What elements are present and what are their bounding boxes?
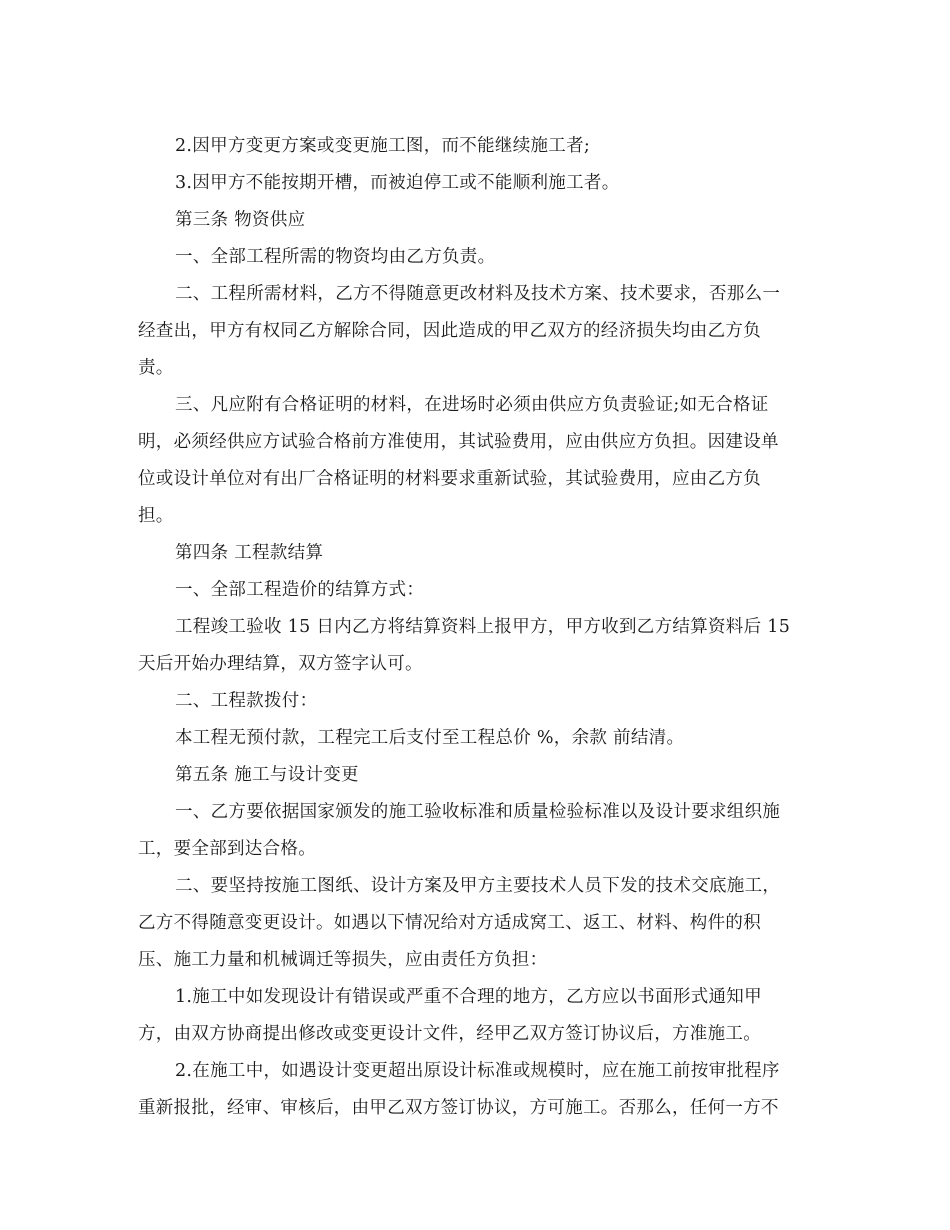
text-line: 三、凡应附有合格证明的材料，在进场时必须由供应方负责验证;如无合格证 xyxy=(175,395,769,415)
text-line: 压、施工力量和机械调迁等损失，应由责任方负担： xyxy=(138,950,548,970)
text-line: 经查出，甲方有权同乙方解除合同，因此造成的甲乙双方的经济损失均由乙方负 xyxy=(138,321,761,341)
text-line: 本工程无预付款，工程完工后支付至工程总价 %，余款 前结清。 xyxy=(175,728,685,748)
text-line: 2.在施工中，如遇设计变更超出原设计标准或规模时，应在施工前按审批程序 xyxy=(175,1061,780,1081)
text-line: 位或设计单位对有出厂合格证明的材料要求重新试验，其试验费用，应由乙方负 xyxy=(138,469,761,489)
text-line: 担。 xyxy=(138,506,174,526)
text-line: 工，要全部到达合格。 xyxy=(138,839,316,859)
text-line: 天后开始办理结算，双方签字认可。 xyxy=(138,654,423,674)
text-line: 一、全部工程造价的结算方式： xyxy=(175,580,425,600)
text-line: 二、工程款拨付： xyxy=(175,691,318,711)
text-line: 方，由双方协商提出修改或变更设计文件，经甲乙双方签订协议后，方准施工。 xyxy=(138,1024,761,1044)
section-heading: 第四条 工程款结算 xyxy=(175,543,324,563)
text-line: 乙方不得随意变更设计。如遇以下情况给对方适成窝工、返工、材料、构件的积 xyxy=(138,913,761,933)
text-line: 1.施工中如发现设计有错误或严重不合理的地方，乙方应以书面形式通知甲 xyxy=(175,987,762,1007)
text-line: 重新报批，经审、审核后，由甲乙双方签订协议，方可施工。否那么，任何一方不 xyxy=(138,1098,779,1118)
text-line: 2.因甲方变更方案或变更施工图，而不能继续施工者; xyxy=(175,136,591,156)
section-heading: 第五条 施工与设计变更 xyxy=(175,765,359,785)
text-line: 3.因甲方不能按期开槽，而被迫停工或不能顺利施工者。 xyxy=(175,173,620,193)
text-line: 二、工程所需材料，乙方不得随意更改材料及技术方案、技术要求，否那么一 xyxy=(175,284,781,304)
text-line: 二、要坚持按施工图纸、设计方案及甲方主要技术人员下发的技术交底施工， xyxy=(175,876,781,896)
text-line: 一、乙方要依据国家颁发的施工验收标准和质量检验标准以及设计要求组织施 xyxy=(175,802,781,822)
text-line: 工程竣工验收 15 日内乙方将结算资料上报甲方，甲方收到乙方结算资料后 15 xyxy=(175,617,791,637)
section-heading: 第三条 物资供应 xyxy=(175,210,306,230)
document-page xyxy=(138,128,813,1127)
text-line: 明，必须经供应方试验合格前方准使用，其试验费用，应由供应方负担。因建设单 xyxy=(138,432,779,452)
text-line: 一、全部工程所需的物资均由乙方负责。 xyxy=(175,247,496,267)
text-line: 责。 xyxy=(138,358,174,378)
